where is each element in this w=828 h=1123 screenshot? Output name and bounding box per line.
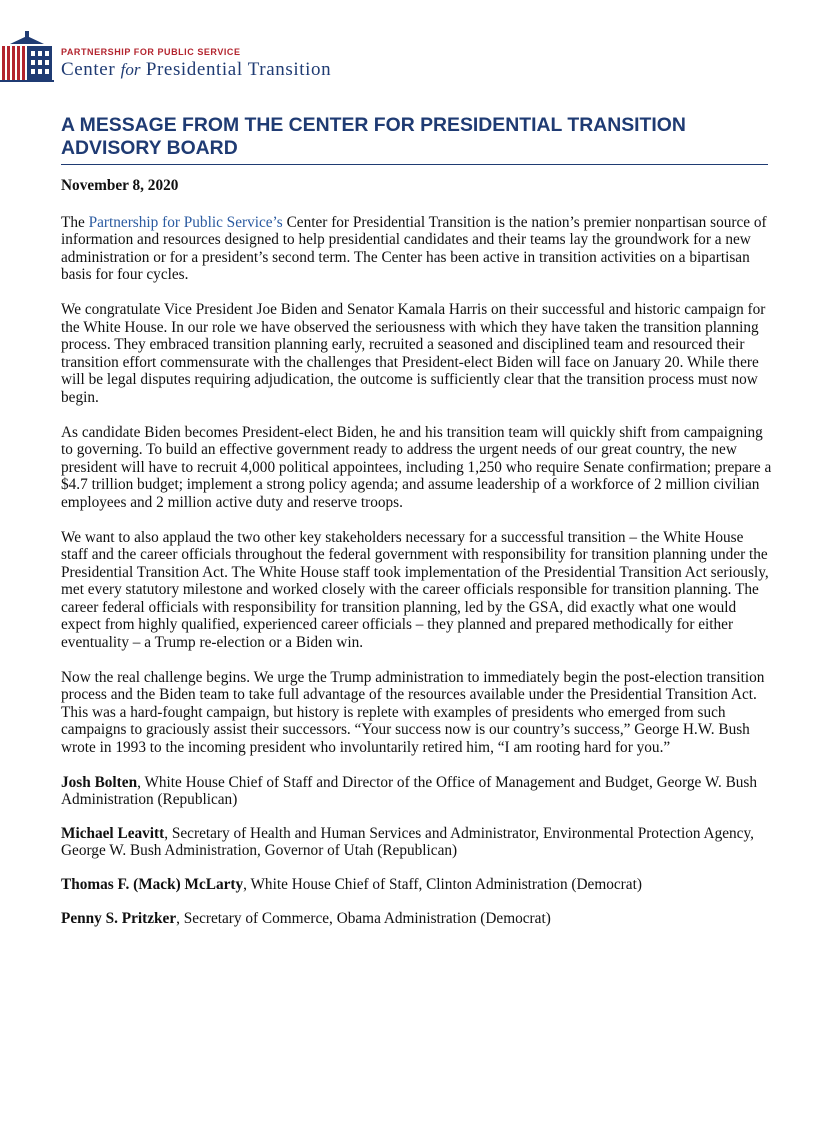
intro-rest: Center for Presidential Transition is the nation’s premier nonpartisan source of information and resources designed to help presidential candidates and their teams lay the groundwork for a new administration or for a president’s second term. The Center has been active in transition activities on a bipartisan basis for four cycles. [61, 213, 767, 284]
signatory-role: , Secretary of Health and Human Services and Administrator, Environmental Protection Agency, George W. Bush Administration, Governor of Utah (Republican) [61, 824, 754, 860]
signatory-pritzker [61, 910, 773, 928]
paragraph-challenge: Now the real challenge begins. We urge the Trump administration to immediately begin the post-election transition process and the Biden team to take full advantage of the resources available under the Presidential Transition Act. This was a hard-fought campaign, but history is replete with examples of presidents who emerged from such campaigns to graciously assist their successors. “Your success now is our country’s success,” George H.W. Bush wrote in 1993 to the incoming president who involuntarily retired him, “I am rooting hard for you.” [61, 668, 765, 757]
partnership-link[interactable]: Partnership for Public Service’s [88, 213, 283, 231]
signatory-mclarty [61, 876, 773, 894]
paragraph-congratulations: We congratulate Vice President Joe Biden and Senator Kamala Harris on their successful and historic campaign for the White House. In our role we have observed the seriousness with which they have taken the transition planning process. They embraced transition planning early, recruited a seasoned and disciplined team and resourced their transition effort commensurate with the challenges that President-elect Biden will face on January 20. While there will be legal disputes requiring adjudication, the outcome is sufficiently clear that the transition process must now begin. [61, 300, 766, 406]
signatory-name: Josh Bolten [61, 773, 138, 791]
center-word-presidential: Presidential [145, 59, 243, 80]
signatory-name: Penny S. Pritzker [61, 909, 177, 927]
paragraph-intro [61, 214, 773, 284]
center-word-transition: Transition [247, 59, 332, 80]
paragraph-governing: As candidate Biden becomes President-elect Biden, he and his transition team will quickly shift from campaigning to governing. To build an effective government ready to address the urgent needs of our great country, the new president will have to recruit 4,000 political appointees, including 1,250 who require Senate confirmation; prepare a $4.7 trillion budget; implement a strong policy agenda; and assume leadership of a workforce of 2 million civilian employees and 2 million active duty and reserve troops. [61, 423, 772, 511]
org-name-small: PARTNERSHIP FOR PUBLIC SERVICE [61, 47, 241, 57]
signatory-bolten [61, 774, 773, 809]
paragraph-stakeholders: We want to also applaud the two other key stakeholders necessary for a successful transition – the White House staff and the career officials throughout the federal government with responsibility for transition planning under the Presidential Transition Act. The White House staff took implementation of the Presidential Transition Act seriously, met every statutory milestone and worked closely with the career officials responsible for transition planning. The career federal officials with responsibility for transition planning, led by the GSA, did exactly what one would expect from highly qualified, experienced career officials – they planned and prepared methodically for either eventuality – a Trump re-election or a Biden win. [61, 528, 769, 652]
signatory-role: , White House Chief of Staff, Clinton Administration (Democrat) [243, 876, 642, 893]
page-title: A MESSAGE FROM THE CENTER FOR PRESIDENTIAL TRANSITION ADVISORY BOARD [61, 114, 686, 159]
center-name [61, 60, 331, 79]
center-word-center: Center [61, 59, 116, 80]
title-divider [61, 164, 768, 165]
signatory-name: Thomas F. (Mack) McLarty [61, 876, 244, 893]
white-house-logo-icon [0, 30, 54, 82]
signatory-leavitt [61, 825, 773, 860]
center-word-for: for [120, 60, 141, 79]
signatory-role: , White House Chief of Staff and Director of the Office of Management and Budget, George W. Bush Administration (Republican) [61, 773, 758, 809]
intro-prefix: The [61, 213, 89, 231]
signatory-role: , Secretary of Commerce, Obama Administration (Democrat) [176, 909, 551, 927]
signatory-name: Michael Leavitt [61, 824, 165, 842]
letter-body [61, 173, 773, 943]
letter-date: November 8, 2020 [61, 177, 179, 194]
